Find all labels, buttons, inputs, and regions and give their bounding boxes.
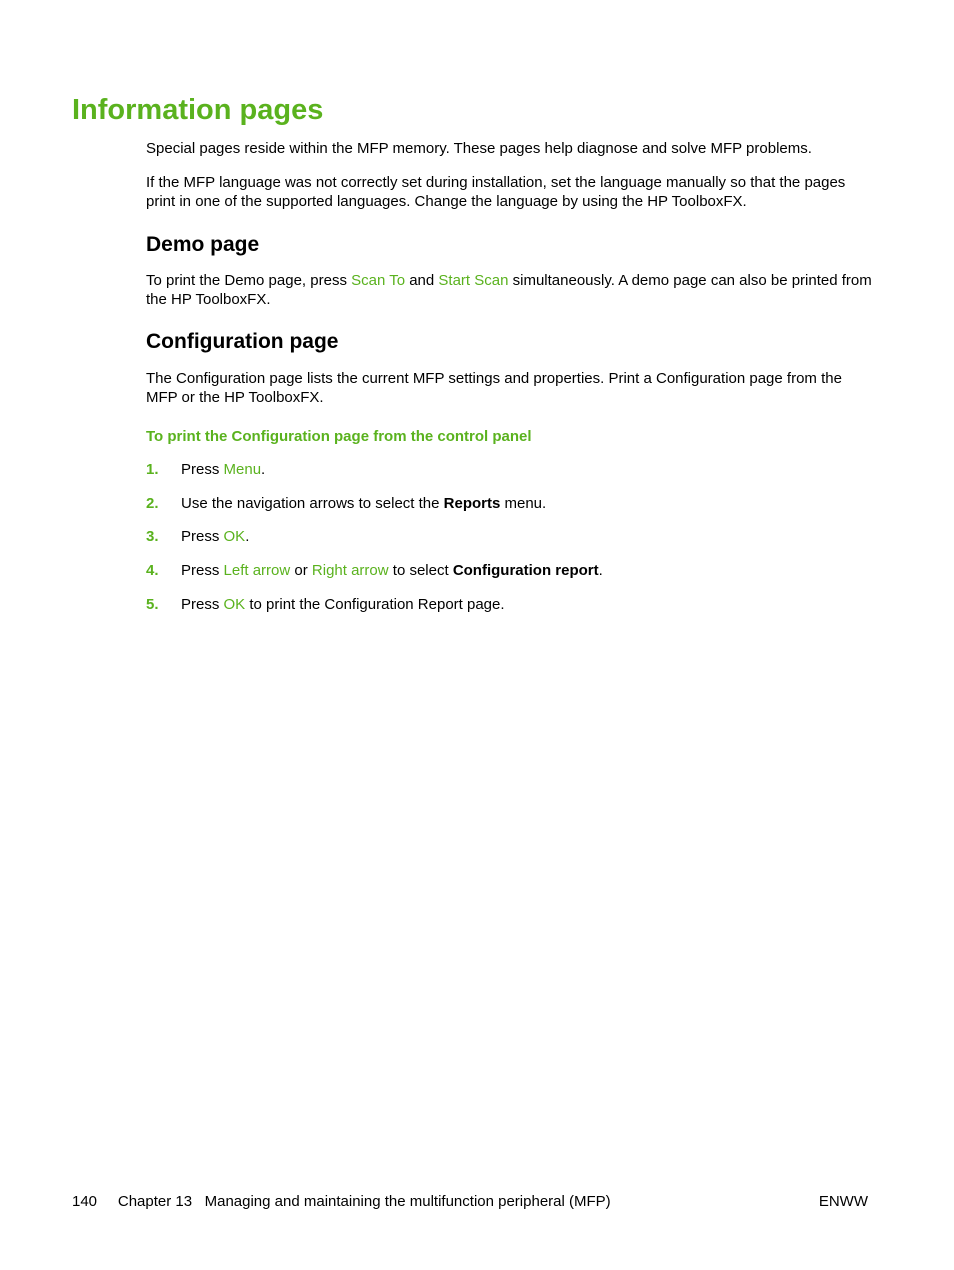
footer-code: ENWW <box>818 1193 868 1210</box>
step-number: 3. <box>146 528 159 545</box>
step-text <box>181 494 546 513</box>
menu-reports: Reports <box>443 495 501 512</box>
step-text-part: Press <box>181 461 224 478</box>
menu-configuration-report: Configuration report <box>452 562 599 579</box>
step-number: 2. <box>146 495 159 512</box>
step-text-part: to print the Configuration Report page. <box>245 596 505 613</box>
step-text <box>181 527 249 546</box>
step-text-part: Use the navigation arrows to select the <box>181 495 444 512</box>
step-text-part: Press <box>181 528 224 545</box>
key-ok: OK <box>223 528 246 545</box>
key-menu: Menu <box>223 461 262 478</box>
footer-left <box>72 1192 611 1211</box>
demo-page-heading: Demo page <box>146 233 260 256</box>
step-text-part: to select <box>388 562 453 579</box>
key-scan-to: Scan To <box>351 272 406 289</box>
configuration-page-heading: Configuration page <box>146 330 339 353</box>
step-text-part: . <box>245 528 250 545</box>
demo-text-2: and <box>405 272 439 289</box>
key-left-arrow: Left arrow <box>223 562 291 579</box>
step-text-part: . <box>261 461 266 478</box>
demo-text-1: To print the Demo page, press <box>146 272 352 289</box>
key-right-arrow: Right arrow <box>311 562 389 579</box>
step-text <box>181 460 265 479</box>
step-text <box>181 561 603 580</box>
step-text <box>181 595 505 614</box>
step-text-part: . <box>598 562 603 579</box>
step-number: 5. <box>146 596 159 613</box>
procedure-heading: To print the Configuration page from the control panel <box>146 428 532 445</box>
key-start-scan: Start Scan <box>438 272 509 289</box>
footer-chapter-title: Managing and maintaining the multifunction peripheral (MFP) <box>204 1193 611 1210</box>
demo-text-3: simultaneously. A demo page can also be printed from the HP ToolboxFX. <box>146 272 872 308</box>
page-title: Information pages <box>72 94 324 126</box>
footer-chapter: Chapter 13 <box>117 1193 193 1210</box>
demo-page-paragraph <box>146 271 876 309</box>
page-number: 140 <box>72 1193 98 1210</box>
key-ok: OK <box>223 596 246 613</box>
intro-paragraph-2: If the MFP language was not correctly set during installation, set the language manually so that the pages print in one of the supported languages. Change the language by using the HP ToolboxFX. <box>146 174 846 210</box>
step-text-part: menu. <box>500 495 547 512</box>
configuration-paragraph: The Configuration page lists the current MFP settings and properties. Print a Configuration page from the MFP or the HP ToolboxFX. <box>146 370 842 406</box>
step-text-part: Press <box>181 596 224 613</box>
step-text-part: Press <box>181 562 224 579</box>
step-number: 4. <box>146 562 159 579</box>
step-number: 1. <box>146 461 159 478</box>
intro-paragraph-1: Special pages reside within the MFP memory. These pages help diagnose and solve MFP problems. <box>146 140 812 157</box>
step-text-part: or <box>290 562 312 579</box>
